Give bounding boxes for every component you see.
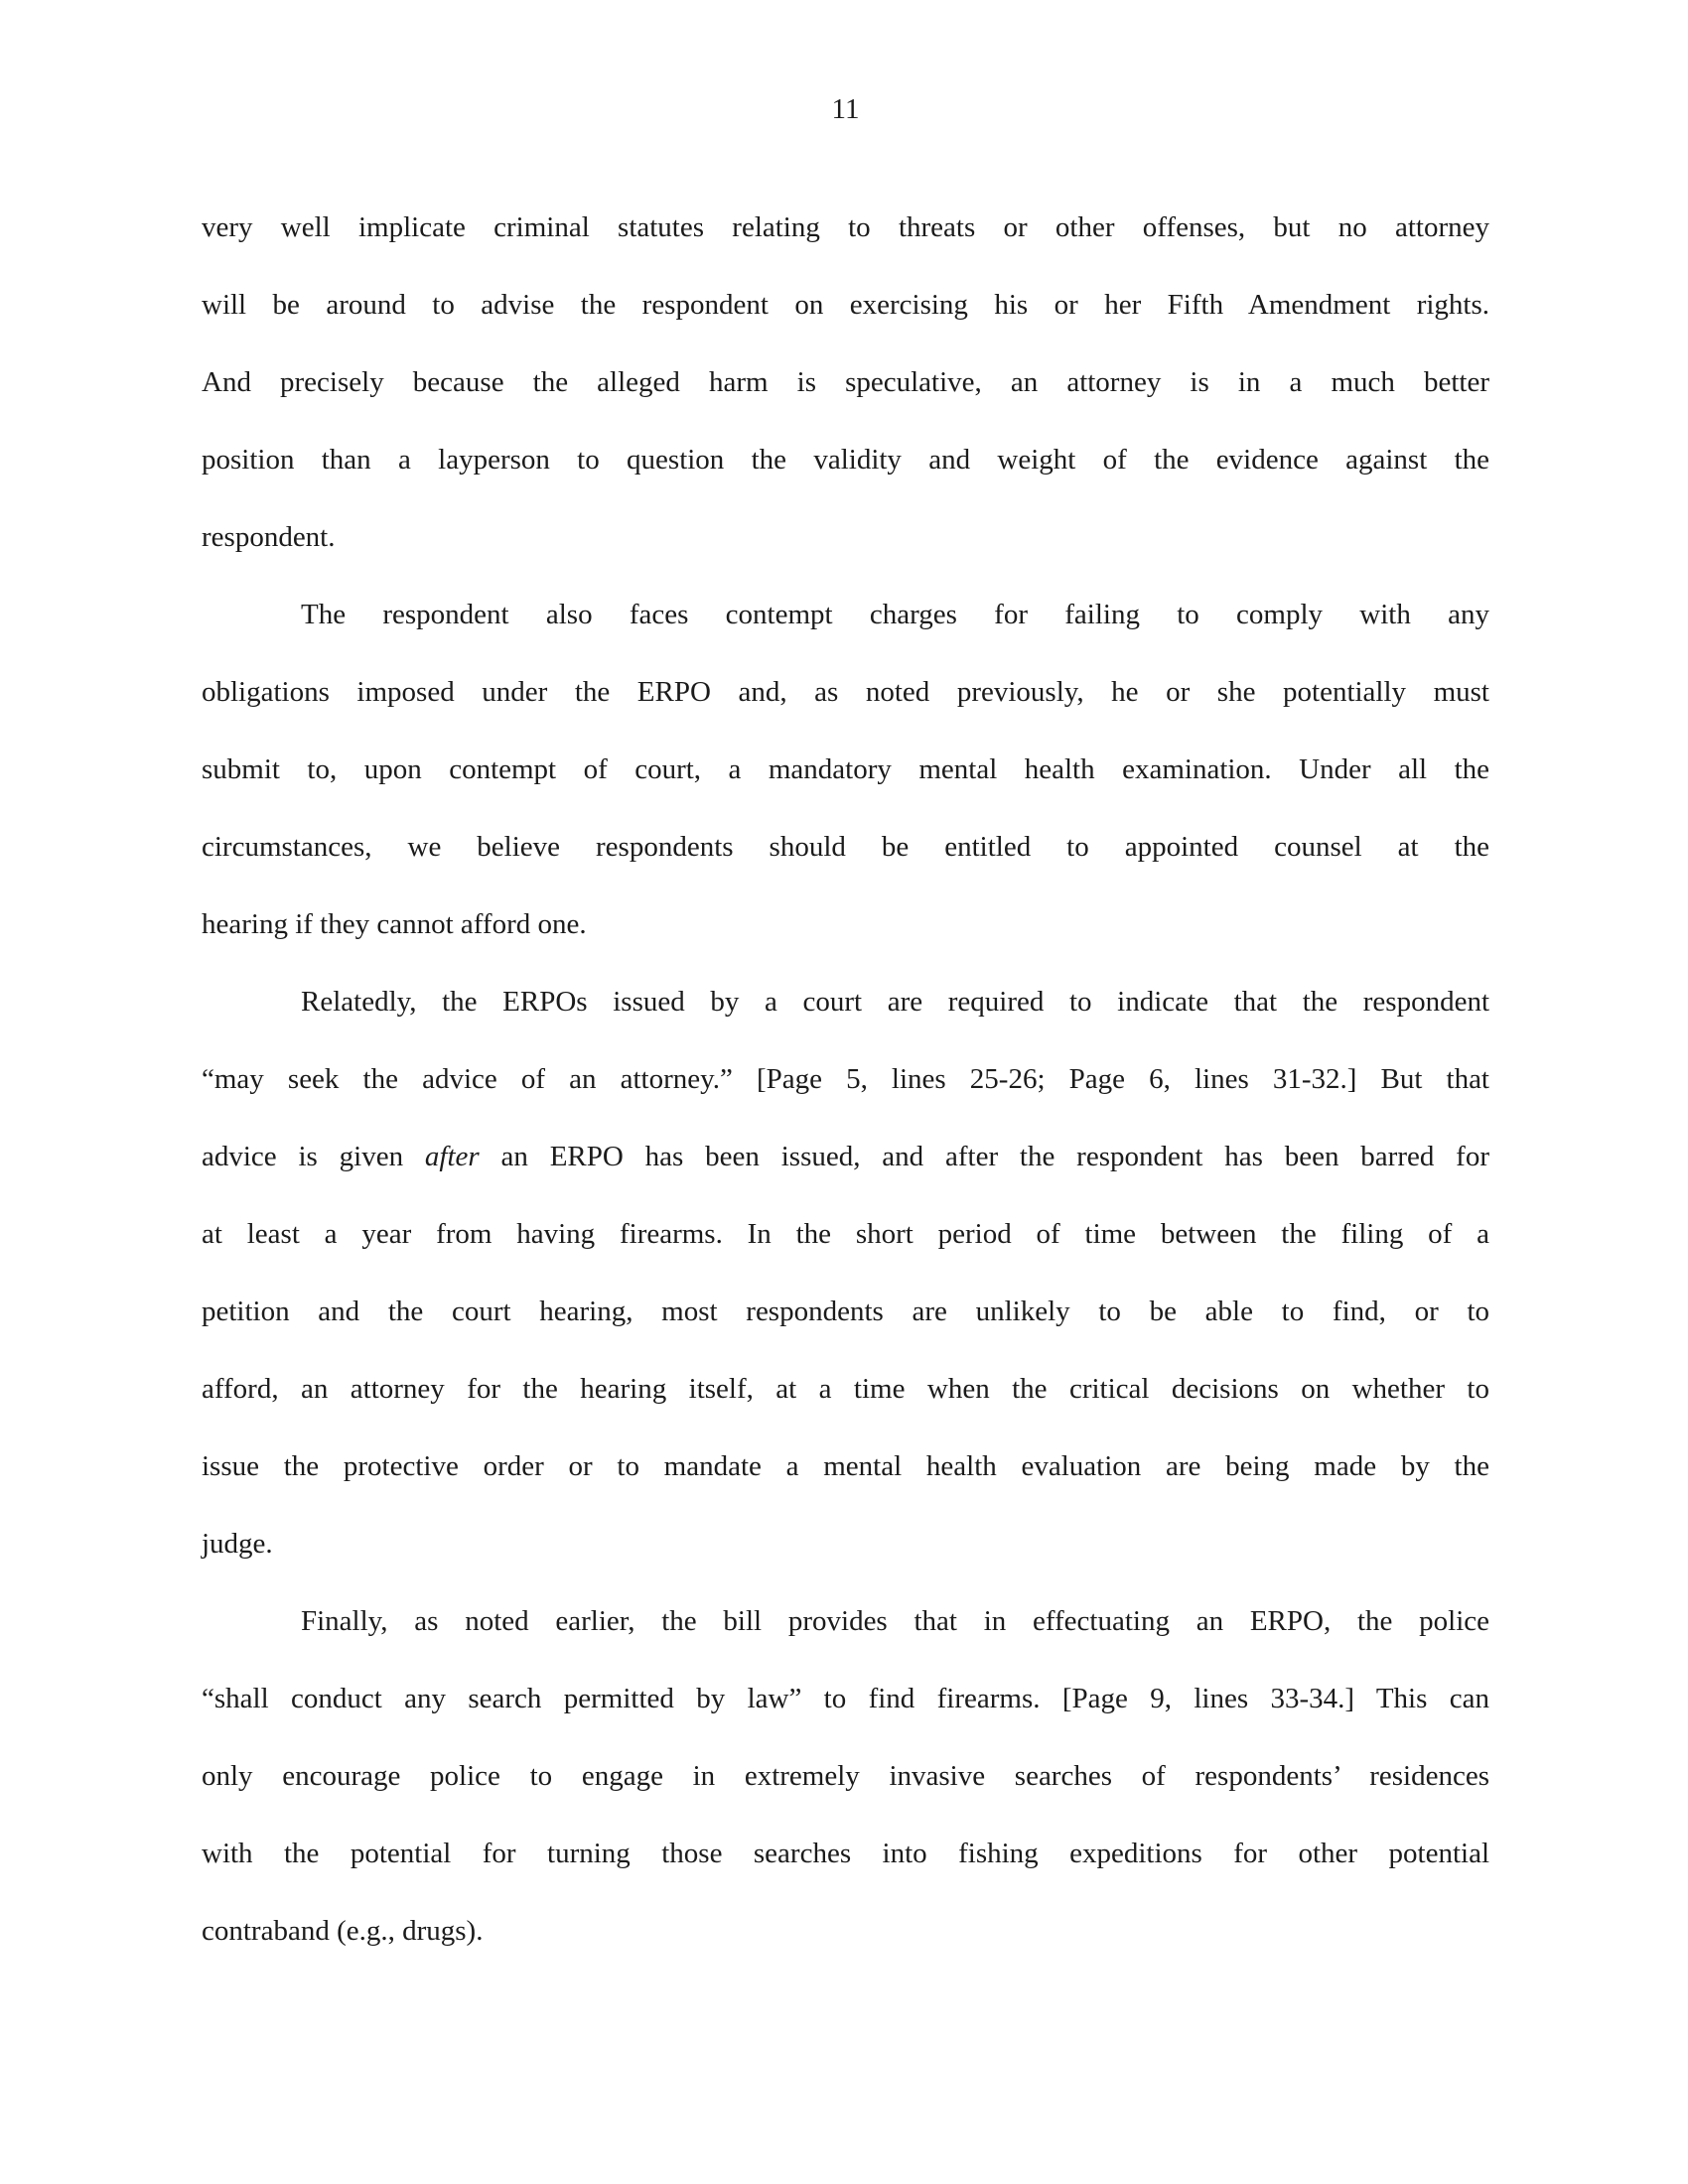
page-number: 11 bbox=[831, 93, 860, 125]
text-line: position than a layperson to question the validity and weight of the evidence against the bbox=[202, 444, 1489, 476]
text-line: Relatedly, the ERPOs issued by a court are required to indicate that the respondent bbox=[301, 986, 1489, 1018]
text-line: respondent. bbox=[202, 521, 336, 553]
paragraph-4 bbox=[202, 1582, 1489, 1970]
text-line: Finally, as noted earlier, the bill provides that in effectuating an ERPO, the police bbox=[301, 1605, 1489, 1637]
document-body bbox=[202, 189, 1489, 1970]
text-line: judge. bbox=[202, 1528, 273, 1560]
text-line: issue the protective order or to mandate a mental health evaluation are being made by the bbox=[202, 1450, 1489, 1482]
text-line: “may seek the advice of an attorney.” [Page 5, lines 25-26; Page 6, lines 31-32.] But that bbox=[202, 1063, 1489, 1095]
paragraph-3 bbox=[202, 963, 1489, 1582]
paragraph-1 bbox=[202, 189, 1489, 576]
text-line: hearing if they cannot afford one. bbox=[202, 908, 587, 940]
text-line: at least a year from having firearms. In the short period of time between the filing of a bbox=[202, 1218, 1489, 1250]
text-line: will be around to advise the respondent on exercising his or her Fifth Amendment rights. bbox=[202, 289, 1489, 321]
text-line: circumstances, we believe respondents should be entitled to appointed counsel at the bbox=[202, 831, 1489, 863]
text-line: “shall conduct any search permitted by law” to find firearms. [Page 9, lines 33-34.] This can bbox=[202, 1683, 1489, 1714]
text-line: very well implicate criminal statutes relating to threats or other offenses, but no attorney bbox=[202, 211, 1489, 243]
text-line: The respondent also faces contempt charges for failing to comply with any bbox=[301, 599, 1489, 630]
text-line: with the potential for turning those searches into fishing expeditions for other potential bbox=[202, 1838, 1489, 1869]
text-line: petition and the court hearing, most respondents are unlikely to be able to find, or to bbox=[202, 1296, 1489, 1327]
text-line: And precisely because the alleged harm is speculative, an attorney is in a much better bbox=[202, 366, 1489, 398]
text-line: only encourage police to engage in extremely invasive searches of respondents’ residences bbox=[202, 1760, 1489, 1792]
text-line: contraband (e.g., drugs). bbox=[202, 1915, 484, 1947]
paragraph-2 bbox=[202, 576, 1489, 963]
text-line: advice is given after an ERPO has been issued, and after the respondent has been barred for bbox=[202, 1141, 1489, 1172]
text-line: submit to, upon contempt of court, a mandatory mental health examination. Under all the bbox=[202, 753, 1489, 785]
text-line: afford, an attorney for the hearing itself, at a time when the critical decisions on whether to bbox=[202, 1373, 1489, 1405]
text-line: obligations imposed under the ERPO and, as noted previously, he or she potentially must bbox=[202, 676, 1489, 708]
